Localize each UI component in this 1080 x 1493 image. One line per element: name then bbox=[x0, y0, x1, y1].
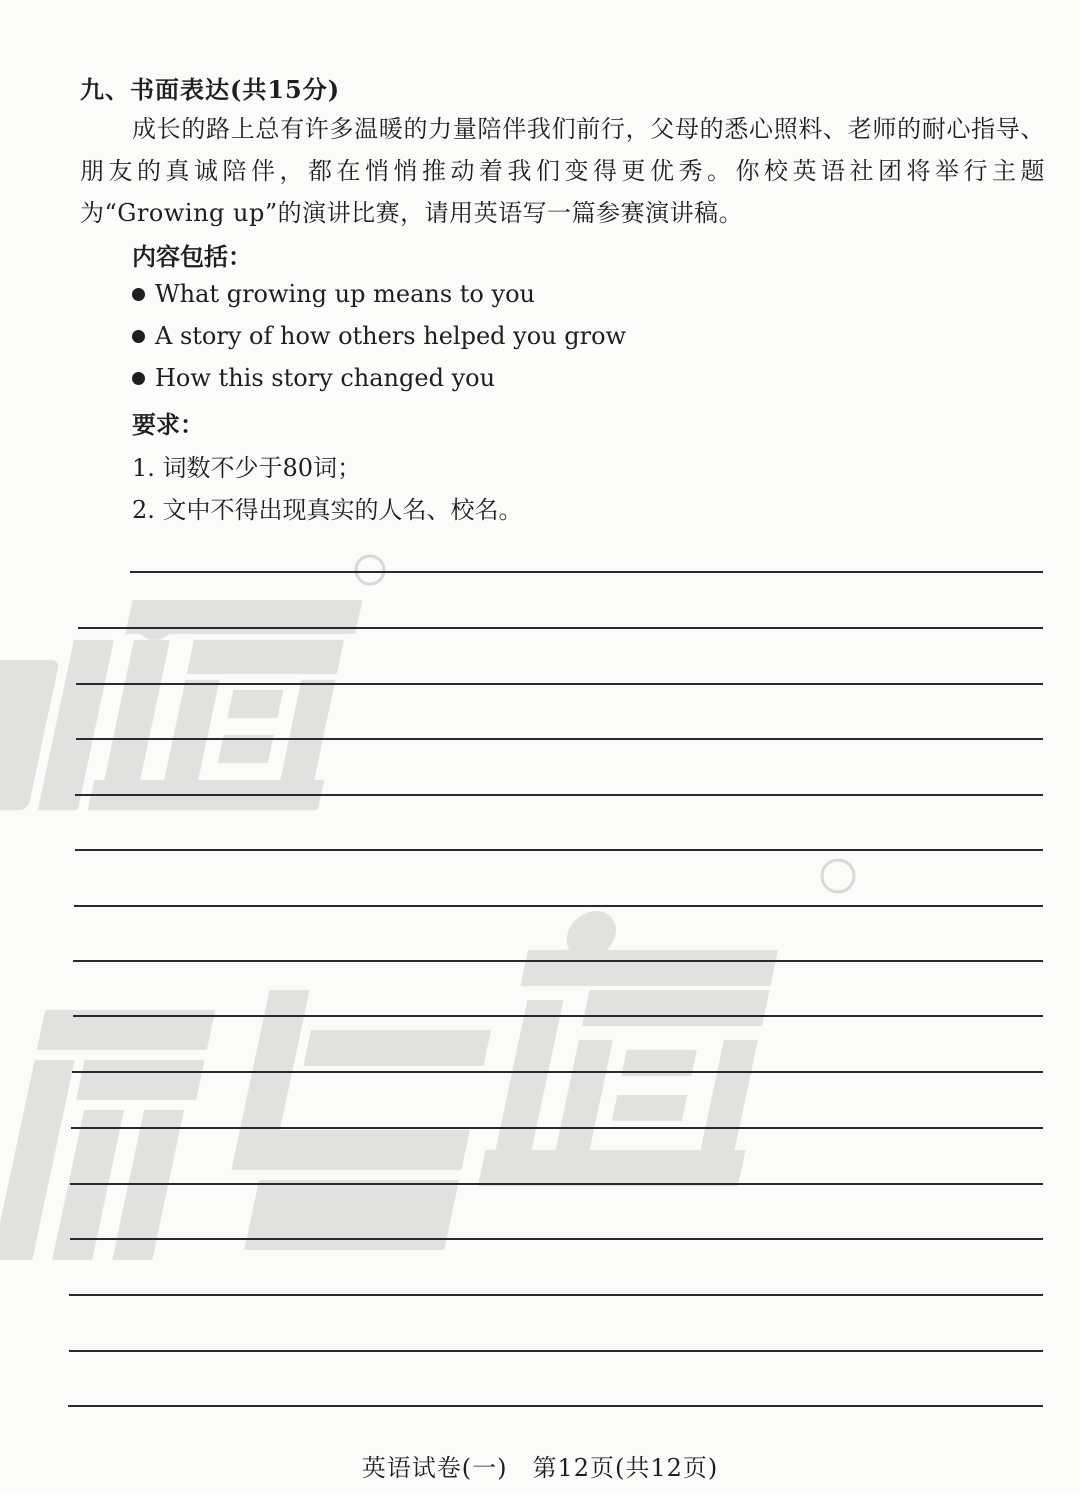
bullet-icon bbox=[132, 288, 145, 301]
writing-line[interactable] bbox=[73, 960, 1043, 962]
content-point-item bbox=[132, 322, 626, 350]
writing-line[interactable] bbox=[70, 1183, 1043, 1185]
writing-line[interactable] bbox=[78, 627, 1043, 629]
writing-prompt: 成长的路上总有许多温暖的力量陪伴我们前行，父母的悉心照料、老师的耐心指导、朋友的真诚陪伴，都在悄悄推动着我们变得更优秀。你校英语社团将举行主题为“Growing up”的演讲比赛，请用英语写一篇参赛演讲稿。 bbox=[80, 115, 1045, 227]
writing-line[interactable] bbox=[69, 1294, 1043, 1296]
content-point-item bbox=[132, 364, 495, 392]
writing-line[interactable] bbox=[75, 794, 1043, 796]
content-point-item bbox=[132, 280, 535, 308]
content-points-label: 内容包括： bbox=[132, 242, 252, 271]
writing-line[interactable] bbox=[69, 1350, 1043, 1352]
requirements-label: 要求： bbox=[132, 410, 204, 439]
writing-line[interactable] bbox=[73, 1015, 1043, 1017]
writing-line[interactable] bbox=[76, 738, 1043, 740]
bullet-icon bbox=[132, 372, 145, 385]
content-point-text: What growing up means to you bbox=[155, 280, 535, 308]
writing-line[interactable] bbox=[130, 571, 1043, 573]
writing-line[interactable] bbox=[75, 849, 1043, 851]
writing-line[interactable] bbox=[74, 905, 1043, 907]
writing-line[interactable] bbox=[70, 1238, 1043, 1240]
section-title: 九、书面表达(共15分) bbox=[80, 75, 341, 104]
writing-line[interactable] bbox=[68, 1405, 1043, 1407]
content-point-text: How this story changed you bbox=[155, 364, 496, 392]
bullet-icon bbox=[132, 330, 145, 343]
writing-line[interactable] bbox=[71, 1127, 1043, 1129]
content-point-text: A story of how others helped you grow bbox=[155, 322, 627, 350]
requirement-item: 2. 文中不得出现真实的人名、校名。 bbox=[132, 496, 523, 524]
requirement-item: 1. 词数不少于80词； bbox=[132, 454, 362, 482]
page-footer: 英语试卷(一) 第12页(共12页) bbox=[361, 1454, 719, 1482]
writing-line[interactable] bbox=[72, 1071, 1043, 1073]
writing-line[interactable] bbox=[76, 683, 1043, 685]
